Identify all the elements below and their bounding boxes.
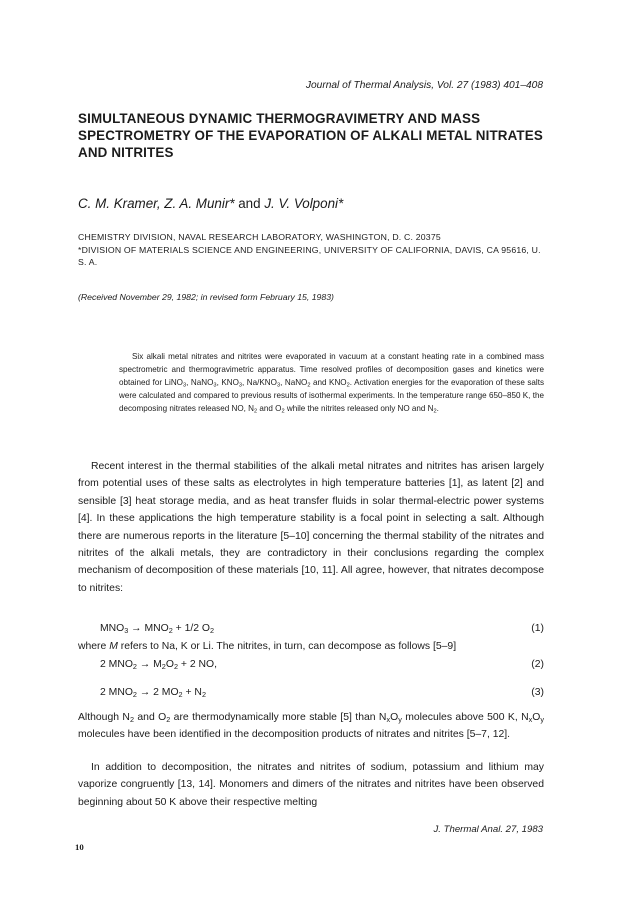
equation-1 — [78, 620, 544, 637]
equation-2-number: (2) — [531, 659, 544, 670]
received-dates: (Received November 29, 1982; in revised form February 15, 1983) — [78, 292, 334, 302]
equation-3 — [78, 684, 544, 701]
page-number: 10 — [75, 842, 84, 852]
abstract-text: Six alkali metal nitrates and nitrites were evaporated in vacuum at a constant heating rate in a combined mass spectrometric and thermogravimetric apparatus. Time resolved profiles of decomposition gases and kinetics were obtained for LiNO$_3$, NaNO$_3$, $KNO_3$, $Na/KNO_3$, NaNO$_2$ and $KNO_2$. Activation energies for the evaporation of these salts were calculated and compared to previous results of isothermal experiments. In the temperature range 650–850 K, the decomposing nitrates released NO, $N_2$ and $O_2$ while the nitrites released only NO and $N_2$. — [119, 352, 544, 415]
affiliations — [78, 231, 548, 269]
body-paragraph-1: Recent interest in the thermal stabilities of the alkali metal nitrates and nitrites has arisen largely from potential uses of these salts as electrolytes in high temperature batteries [1], as latent [2] and sensible [3] heat storage media, and as heat transfer fluids in solar thermal-electric power systems [4]. In these applications the high temperature stability is a focal point in selecting a salt. Although there are numerous reports in the literature [5–10] concerning the thermal stability of the nitrates and nitrites of the alkali metals, they are contradictory in their conclusions regarding the complex mechanism of decomposition of these materials [10, 11]. All agree, however, that nitrates decompose to nitrites: — [78, 461, 544, 594]
article-title: SIMULTANEOUS DYNAMIC THERMOGRAVIMETRY AND MASS SPECTROMETRY OF THE EVAPORATION OF ALKALI METAL NITRATES AND NITRITES — [78, 111, 543, 160]
equation-1-expression: $MNO_3 \to MNO_2 + 1/2$ $O_2$ — [100, 623, 215, 635]
affiliation-2: *DIVISION OF MATERIALS SCIENCE AND ENGINEERING, UNIVERSITY OF CALIFORNIA, DAVIS, CA 95616, U. S. A. — [78, 244, 541, 267]
author-list — [78, 196, 548, 211]
authors-last: J. V. Volponi* — [264, 196, 344, 211]
body-paragraph-3: Although $N_2$ and $O_2$ are thermodynamically more stable [5] than $N_xO_y$ molecules above 500 K, $N_xO_y$ molecules have been identified in the decomposition products of nitrates and nitrites [5–7, 12]. — [78, 712, 544, 741]
equation-3-number: (3) — [531, 687, 544, 698]
authors-first: C. M. Kramer, Z. A. Munir* — [78, 196, 235, 211]
equation-2 — [78, 656, 544, 673]
journal-header: Journal of Thermal Analysis, Vol. 27 (1983) 401–408 — [305, 80, 543, 91]
body-paragraph-4: In addition to decomposition, the nitrates and nitrites of sodium, potassium and lithium may vaporize congruently [13, 14]. Monomers and dimers of the nitrates and nitrites have been observed beginning about 50 K above their respective melting — [78, 762, 544, 808]
footer-journal: J. Thermal Anal. 27, 1983 — [433, 824, 543, 835]
authors-and: and — [238, 196, 261, 211]
affiliation-1: CHEMISTRY DIVISION, NAVAL RESEARCH LABORATORY, WASHINGTON, D. C. 20375 — [78, 232, 441, 242]
body-paragraph-2: where M refers to Na, K or Li. The nitrites, in turn, can decompose as follows [5–9] — [78, 641, 457, 652]
equation-2-expression: 2 $MNO_2 \to M_2O_2 + 2$ NO, — [100, 659, 217, 671]
abstract — [119, 350, 544, 415]
equation-3-expression: 2 $MNO_2 \to 2$ $MO_2 + N_2$ — [100, 687, 206, 699]
equation-1-number: (1) — [531, 623, 544, 634]
